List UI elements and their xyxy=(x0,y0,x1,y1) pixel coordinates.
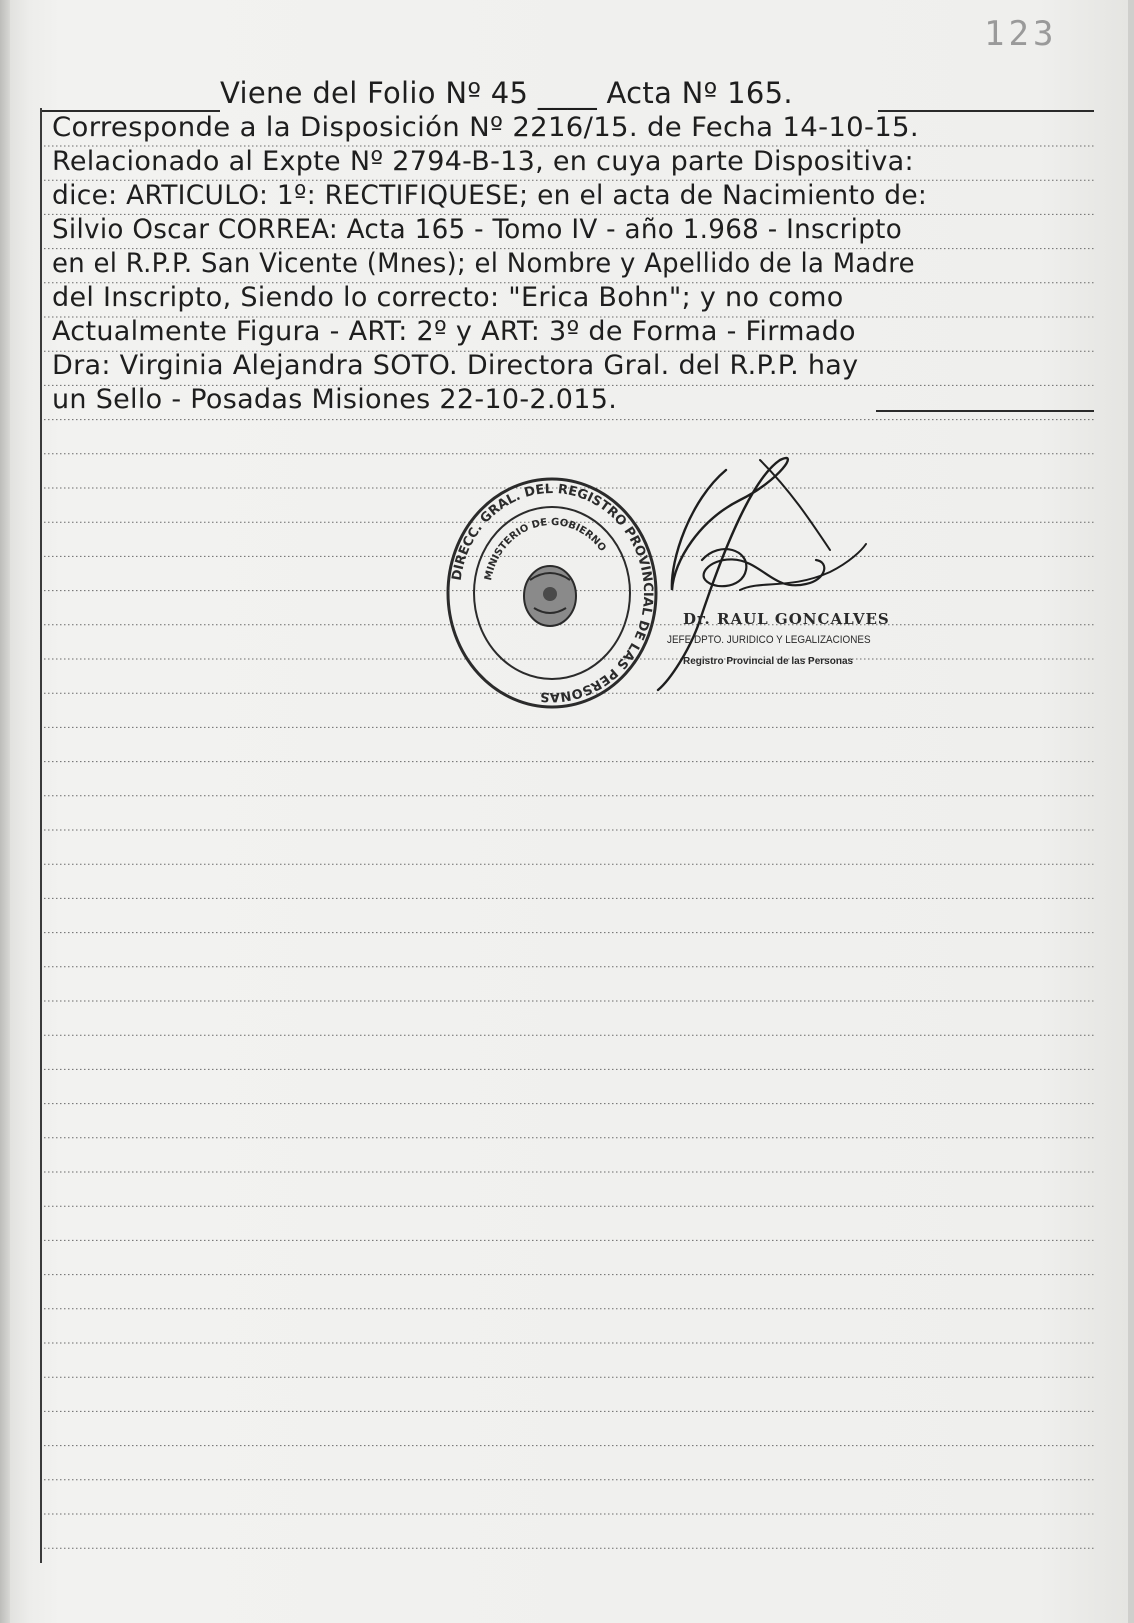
entry-end-rule xyxy=(876,410,1094,412)
entry-line: dice: ARTICULO: 1º: RECTIFIQUESE; en el acta de Nacimiento de: xyxy=(52,180,928,211)
entry-line: Actualmente Figura - ART: 2º y ART: 3º de Forma - Firmado xyxy=(52,316,856,347)
entry-line: Relacionado al Expte Nº 2794-B-13, en cuya parte Dispositiva: xyxy=(52,146,914,177)
entry-line: Dra: Virginia Alejandra SOTO. Directora Gral. del R.P.P. hay xyxy=(52,350,859,381)
entry-line: en el R.P.P. San Vicente (Mnes); el Nombre y Apellido de la Madre xyxy=(52,248,915,279)
official-stamp xyxy=(444,468,660,718)
entry-line: un Sello - Posadas Misiones 22-10-2.015. xyxy=(52,384,618,415)
coat-of-arms-icon xyxy=(524,566,576,626)
signatory-name: Dr. RAUL GONCALVES xyxy=(683,610,890,628)
signatory-registry: Registro Provincial de las Personas xyxy=(683,656,854,667)
entry-line: del Inscripto, Siendo lo correcto: "Erica Bohn"; y no como xyxy=(52,282,844,313)
entry-line: Corresponde a la Disposición Nº 2216/15. de Fecha 14-10-15. xyxy=(52,112,919,143)
stamp-inner-text: MINISTERIO DE GOBIERNO xyxy=(483,516,608,582)
entry-header: Viene del Folio Nº 45 ____ Acta Nº 165. xyxy=(220,76,793,110)
margin-line xyxy=(40,108,42,1563)
folio-number: 123 xyxy=(984,14,1058,54)
entry-line: Silvio Oscar CORREA: Acta 165 - Tomo IV - año 1.968 - Inscripto xyxy=(52,214,903,245)
signatory-title: JEFE DPTO. JURIDICO Y LEGALIZACIONES xyxy=(667,634,871,646)
stamp-outer-text: DIRECC. GRAL. DEL REGISTRO PROVINCIAL DE LAS PERSONAS xyxy=(449,481,656,705)
